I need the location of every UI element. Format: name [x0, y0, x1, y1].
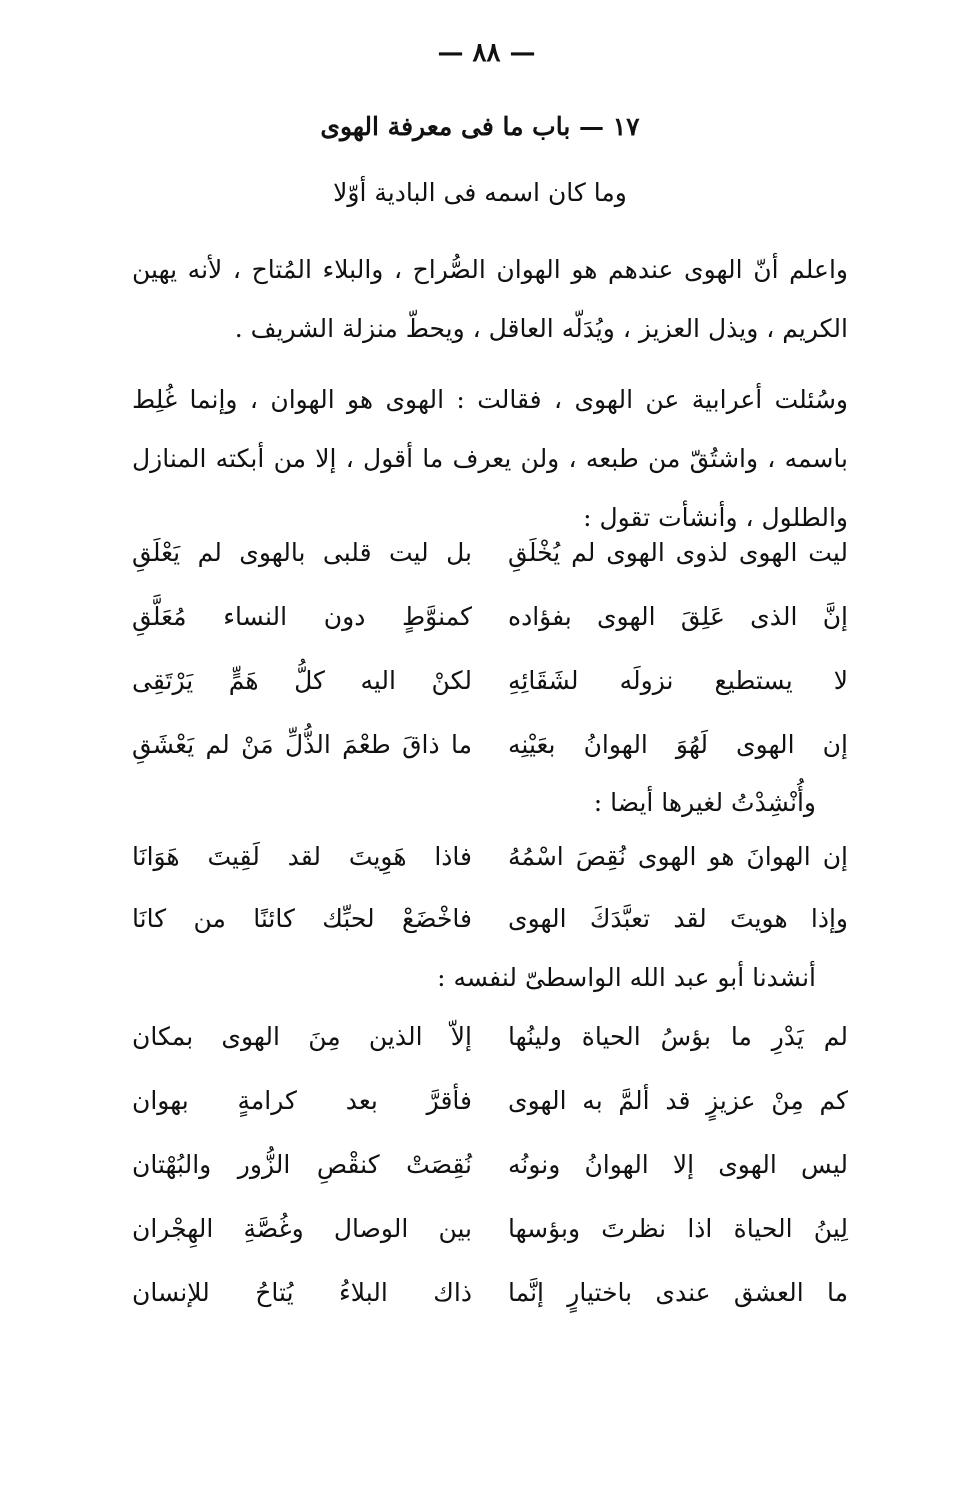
verse-first-hemistich: ليت الهوى لذوى الهوى لم يُخْلَقِ — [508, 538, 848, 567]
page-number: — ٨٨ — — [437, 38, 536, 68]
verse-second-hemistich: ما ذاقَ طعْمَ الذُّلِّ مَنْ لم يَعْشَقِ — [132, 730, 472, 759]
chapter-heading: ١٧ — باب ما فى معرفة الهوى — [320, 112, 640, 141]
verse-second-hemistich: كمنوَّطٍ دون النساء مُعَلَّقِ — [132, 602, 472, 631]
verse-second-hemistich: فاخْضَعْ لحبِّك كائنًا من كانَا — [132, 904, 472, 933]
paragraph-bedouin-woman: وسُئلت أعرابية عن الهوى ، فقالت : الهوى هو الهوان ، وإنما غُلِط باسمه ، واشتُقّ من طبعه ، ولن يعرف ما أقول ، إلا من أبكته المنازل والطلول ، وأنشأت تقول : — [132, 385, 848, 532]
verse-second-hemistich: نُقِصَتْ كنقْصِ الزُّور والبُهْتان — [132, 1150, 472, 1179]
verse-first-hemistich: كم مِنْ عزيزٍ قد ألمَّ به الهوى — [508, 1086, 848, 1115]
verse-first-hemistich: ما العشق عندى باختيارٍ إنَّما — [508, 1278, 848, 1307]
verse-second-hemistich: لكنْ اليه كلُّ هَمٍّ يَرْتَقِى — [132, 666, 472, 695]
verse — [132, 1214, 848, 1278]
verse-first-hemistich: إن الهوى لَهُوَ الهوانُ بعَيْنِه — [508, 730, 848, 759]
verse-first-hemistich: ليس الهوى إلا الهوانُ ونونُه — [508, 1150, 848, 1179]
verse-first-hemistich: إنَّ الذى عَلِقَ الهوى بفؤاده — [508, 602, 848, 631]
poem-first — [132, 538, 848, 794]
verse — [132, 666, 848, 730]
verse-first-hemistich: لِينُ الحياة اذا نظرتَ وبؤسها — [508, 1214, 848, 1243]
verse-first-hemistich: إن الهوانَ هو الهوى نُقِصَ اسْمُهُ — [508, 842, 848, 871]
verse-first-hemistich: وإذا هويتَ لقد تعبَّدَكَ الهوى — [508, 904, 848, 933]
verse — [132, 1022, 848, 1086]
verse — [132, 842, 848, 904]
verse-first-hemistich: لم يَدْرِ ما بؤسُ الحياة ولينُها — [508, 1022, 848, 1051]
poem-intro-second: وأُنْشِدْتُ لغيرها أيضا : — [593, 788, 816, 817]
poem-intro-third: أنشدنا أبو عبد الله الواسطىّ لنفسه : — [437, 963, 816, 992]
verse — [132, 602, 848, 666]
verse — [132, 1086, 848, 1150]
verse — [132, 1150, 848, 1214]
verse-second-hemistich: إلاّ الذين مِنَ الهوى بمكان — [132, 1022, 472, 1051]
verse-second-hemistich: بل ليت قلبى بالهوى لم يَعْلَقِ — [132, 538, 472, 567]
chapter-subheading: وما كان اسمه فى البادية أوّلا — [333, 178, 627, 207]
verse — [132, 538, 848, 602]
verse-second-hemistich: بين الوصال وغُصَّةِ الهِجْران — [132, 1214, 472, 1243]
poem-third — [132, 1022, 848, 1342]
verse — [132, 730, 848, 794]
poem-second — [132, 842, 848, 966]
verse — [132, 1278, 848, 1342]
paragraph-definition: واعلم أنّ الهوى عندهم هو الهوان الصُّراح ، والبلاء المُتاح ، لأنه يهين الكريم ، ويذل العزيز ، ويُدَلّه العاقل ، ويحطّ منزلة الشريف . — [132, 255, 848, 343]
verse-second-hemistich: ذاك البلاءُ يُتاحُ للإنسان — [132, 1278, 472, 1307]
verse — [132, 904, 848, 966]
verse-second-hemistich: فاذا هَوِيتَ لقد لَقِيتَ هَوَانَا — [132, 842, 472, 871]
verse-first-hemistich: لا يستطيع نزولَه لشَقَائِهِ — [508, 666, 848, 695]
verse-second-hemistich: فأقرَّ بعد كرامةٍ بهوان — [132, 1086, 472, 1115]
